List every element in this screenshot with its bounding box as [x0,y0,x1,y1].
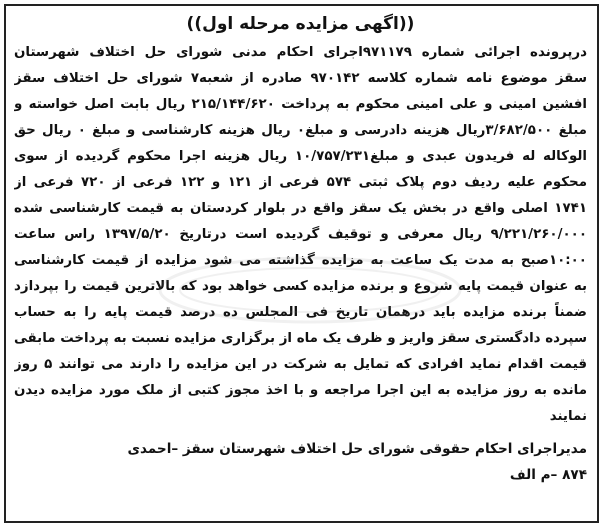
notice-line: ضمناً برنده مزایده باید درهمان تاریخ فی المجلس ده درصد قیمت پایه را به حساب [14,305,587,320]
notice-line: سقز موضوع نامه شماره کلاسه ۹۷۰۱۴۲ صادره از شعبه۷ شورای حل اختلاف سقز [14,71,587,86]
notice-body [14,40,587,430]
notice-line: مبلغ ۳/۶۸۲/۵۰۰ریال هزینه دادرسی و مبلغ۰ ریال هزینه کارشناسی و مبلغ ۰ ریال حق [14,123,587,138]
notice-line-final: نمایند [549,409,587,424]
signature-block [14,436,587,488]
notice-frame [4,4,599,523]
notice-line: به عنوان قیمت پایه شروع و برنده مزایده کسی خواهد بود که بالاترین قیمت را بپردازد [14,279,587,294]
notice-line: ۹/۲۲۱/۲۶۰/۰۰۰ ریال معرفی و توقیف گردیده است درتاریخ ۱۳۹۷/۵/۲۰ راس ساعت [14,227,587,242]
notice-title: ((اگهی مزایده مرحله اول)) [186,14,415,34]
notice-line: ۱۷۴۱ اصلی واقع در بخش یک سقز واقع در بلوار کردستان به قیمت کارشناسی شده [14,201,587,216]
notice-line: مانده به روز مزایده به این اجرا مراجعه و با اخذ مجوز کتبی از ملک مورد مزایده دیدن [14,383,587,398]
notice-line: سپرده دادگستری سقز واریز و ظرف یک ماه از برگزاری مزایده نسبت به پرداخت مابقی [14,331,587,346]
signature-title: مدیراجرای احکام حقوقی شورای حل اختلاف شهرستان سقز –احمدی [127,441,587,457]
notice-line: درپرونده اجرائی شماره ۹۷۱۱۷۹اجرای احکام مدنی شورای حل اختلاف شهرستان [14,45,587,60]
notice-line: الوکاله له فریدون عبدی و مبلغ۱۰/۷۵۷/۲۳۱ ریال هزینه اجرا محکوم گردیده از سوی [14,149,587,164]
notice-line: قیمت اقدام نماید افرادی که تمایل به شرکت در این مزایده را دارند می توانند ۵ روز [14,357,587,372]
notice-line: محکوم علیه ردیف دوم پلاک ثبتی ۵۷۴ فرعی از ۱۲۱ و ۱۲۲ فرعی از ۷۲۰ فرعی از [14,175,587,190]
notice-reference-number: ۸۷۴ –م الف [509,467,587,483]
notice-line: ۱۰:۰۰صبح به مدت یک ساعت به مزایده گذاشته می شود مزایده از قیمت کارشناسی [14,253,587,268]
notice-line: افشین امینی و علی امینی محکوم به پرداخت ۲۱۵/۱۴۴/۶۲۰ ریال بابت اصل خواسته و [14,97,587,112]
